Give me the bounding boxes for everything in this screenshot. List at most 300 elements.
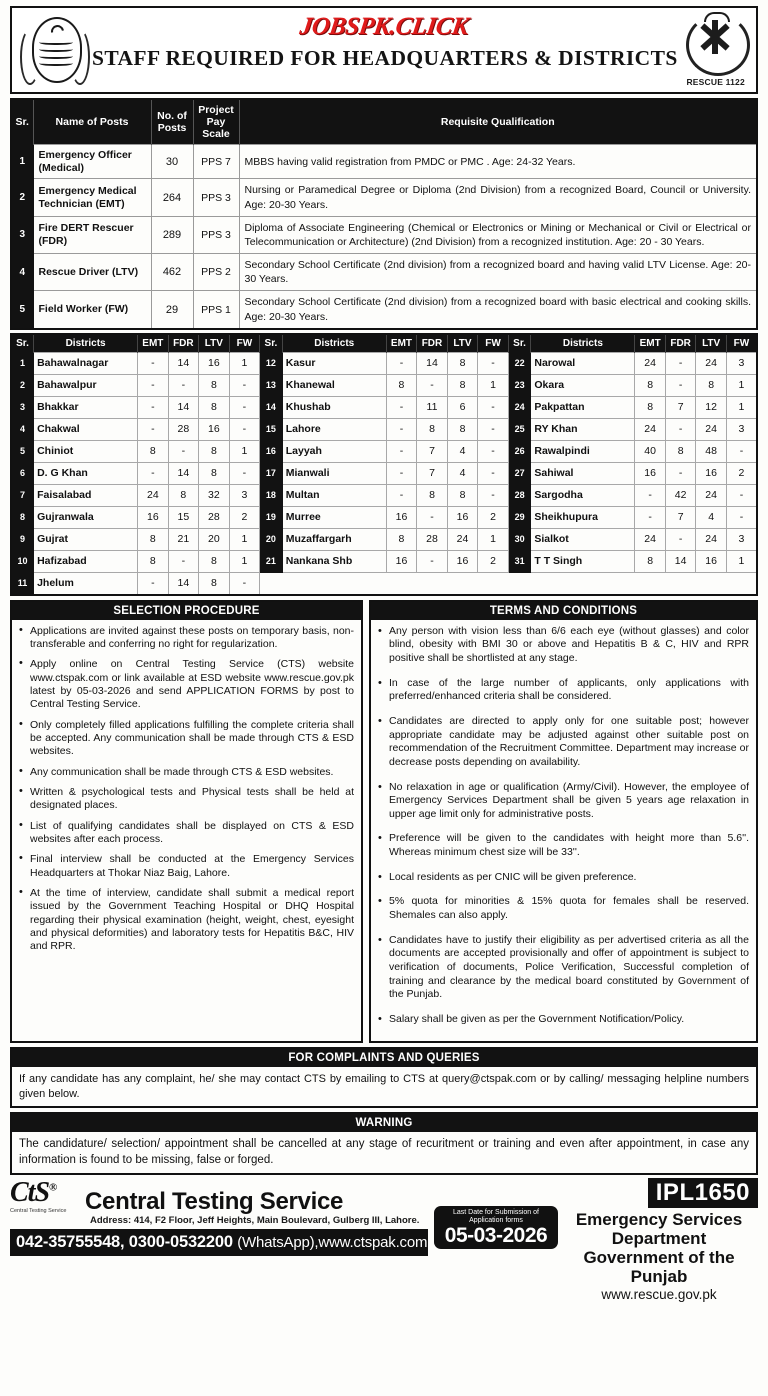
column-ltv: LTV	[696, 334, 727, 353]
row-fw: -	[726, 484, 757, 506]
row-fdr: 8	[417, 418, 448, 440]
row-sr: 5	[11, 291, 33, 329]
department-name	[560, 1210, 758, 1302]
row-fdr: -	[665, 528, 696, 550]
row-sr: 27	[508, 462, 531, 484]
row-emt: 16	[635, 462, 666, 484]
row-emt: 8	[386, 374, 417, 396]
column-name-of-posts: Name of Posts	[33, 99, 151, 145]
row-no-of-posts: 462	[151, 254, 193, 291]
row-sr: 16	[260, 440, 283, 462]
column-emt: EMT	[635, 334, 666, 353]
row-ltv: 8	[199, 440, 230, 462]
row-fdr: -	[417, 506, 448, 528]
row-emt: 16	[386, 550, 417, 572]
empty-cell	[282, 572, 386, 595]
row-ltv: 24	[696, 352, 727, 374]
page-footer	[10, 1177, 758, 1303]
row-fdr: 11	[417, 396, 448, 418]
row-district: D. G Khan	[34, 462, 138, 484]
row-fdr: 14	[168, 396, 199, 418]
row-post-name: Emergency Medical Technician (EMT)	[33, 179, 151, 216]
column-fdr: FDR	[665, 334, 696, 353]
row-district: Murree	[282, 506, 386, 528]
warning-panel	[10, 1112, 758, 1175]
row-ltv: 4	[696, 506, 727, 528]
row-emt: 8	[635, 396, 666, 418]
row-fw: -	[478, 352, 509, 374]
row-fdr: 7	[665, 396, 696, 418]
selection-procedure-list	[19, 625, 354, 954]
row-ltv: 24	[696, 528, 727, 550]
row-qualification: MBBS having valid registration from PMDC or PMC . Age: 24-32 Years.	[239, 145, 757, 179]
row-district: Nankana Shb	[282, 550, 386, 572]
row-fdr: 8	[168, 484, 199, 506]
row-qualification: Secondary School Certificate (2nd division) from a recognized board with basic electrical and cooking skills. Age: 20-30 Years.	[239, 291, 757, 329]
table-row	[11, 179, 757, 216]
row-district: Chakwal	[34, 418, 138, 440]
selection-procedure-item: • Apply online on Central Testing Service (CTS) website www.ctspak.com or link available at ESD website www.rescue.gov.pk latest by 05-03-2026 and send APPLICATION FORMS by post to Central Testing Service.	[19, 658, 354, 711]
row-ltv: 8	[696, 374, 727, 396]
row-no-of-posts: 29	[151, 291, 193, 329]
row-fw: -	[478, 418, 509, 440]
ipl-code: IPL1650	[648, 1178, 758, 1208]
terms-conditions-list	[378, 625, 749, 1027]
row-ltv: 16	[696, 462, 727, 484]
row-sr: 23	[508, 374, 531, 396]
row-emt: -	[386, 484, 417, 506]
row-district: Khanewal	[282, 374, 386, 396]
row-emt: -	[386, 462, 417, 484]
row-emt: -	[386, 352, 417, 374]
districts-header-row	[11, 334, 757, 353]
row-fw: 3	[726, 352, 757, 374]
selection-procedure-item: • Written & psychological tests and Physical tests shall be held at designated places.	[19, 786, 354, 813]
table-row	[11, 145, 757, 179]
page-title: STAFF REQUIRED FOR HEADQUARTERS & DISTRICTS	[92, 45, 678, 70]
row-sr: 2	[11, 374, 34, 396]
row-sr: 8	[11, 506, 34, 528]
column-fw: FW	[478, 334, 509, 353]
empty-cell	[726, 572, 757, 595]
row-emt: -	[386, 418, 417, 440]
row-district: Okara	[531, 374, 635, 396]
row-ltv: 48	[696, 440, 727, 462]
row-post-name: Field Worker (FW)	[33, 291, 151, 329]
empty-cell	[386, 572, 417, 595]
cts-address: Address: 414, F2 Floor, Jeff Heights, Main Boulevard, Gulberg III, Lahore.	[90, 1214, 420, 1226]
row-emt: -	[138, 572, 169, 595]
row-qualification: Diploma of Associate Engineering (Chemical or Electronics or Mining or Mechanical or Civil or Electrical or Telecommunication or Architecture) (2nd Division) from a recognized institution. Age: 20 - 30 Years.	[239, 216, 757, 253]
column-emt: EMT	[138, 334, 169, 353]
deadline-badge	[434, 1206, 558, 1249]
row-emt: 8	[386, 528, 417, 550]
row-district: Khushab	[282, 396, 386, 418]
row-sr: 11	[11, 572, 34, 595]
row-fdr: -	[417, 550, 448, 572]
row-sr: 2	[11, 179, 33, 216]
page-header	[10, 6, 758, 94]
table-row	[11, 462, 757, 484]
selection-procedure-item: • Applications are invited against these posts on temporary basis, non-transferable and conferring no right for regularization.	[19, 625, 354, 652]
complaints-panel	[10, 1047, 758, 1108]
row-fdr: 15	[168, 506, 199, 528]
table-row	[11, 528, 757, 550]
column-fw: FW	[229, 334, 260, 353]
table-row	[11, 254, 757, 291]
cts-phones-suffix: (WhatsApp),www.ctspak.com	[237, 1233, 428, 1251]
department-line-2: Government of the Punjab	[583, 1248, 735, 1287]
row-sr: 1	[11, 352, 34, 374]
row-sr: 22	[508, 352, 531, 374]
row-pay-scale: PPS 3	[193, 216, 239, 253]
row-fw: 1	[726, 374, 757, 396]
row-ltv: 8	[199, 550, 230, 572]
row-ltv: 8	[199, 374, 230, 396]
row-sr: 18	[260, 484, 283, 506]
row-emt: -	[138, 374, 169, 396]
row-fdr: 28	[168, 418, 199, 440]
row-district: Sahiwal	[531, 462, 635, 484]
posts-table-header-row	[11, 99, 757, 145]
empty-cell	[417, 572, 448, 595]
row-sr: 10	[11, 550, 34, 572]
column-fdr: FDR	[417, 334, 448, 353]
row-district: Mianwali	[282, 462, 386, 484]
row-qualification: Nursing or Paramedical Degree or Diploma (2nd Division) from a recognized Board, Council or University. Age: 20-30 Years.	[239, 179, 757, 216]
row-no-of-posts: 289	[151, 216, 193, 253]
row-fw: -	[229, 374, 260, 396]
row-sr: 21	[260, 550, 283, 572]
row-fw: 1	[478, 528, 509, 550]
row-district: Pakpattan	[531, 396, 635, 418]
row-emt: 24	[635, 418, 666, 440]
column-qualification: Requisite Qualification	[239, 99, 757, 145]
row-sr: 4	[11, 254, 33, 291]
row-fw: -	[726, 440, 757, 462]
column-pay-scale: Project Pay Scale	[193, 99, 239, 145]
row-fw: 2	[478, 506, 509, 528]
row-sr: 1	[11, 145, 33, 179]
row-fdr: 14	[168, 352, 199, 374]
column-sr: Sr.	[11, 99, 33, 145]
row-fw: -	[478, 440, 509, 462]
row-ltv: 28	[199, 506, 230, 528]
row-ltv: 6	[447, 396, 478, 418]
row-emt: 8	[635, 550, 666, 572]
cts-logo-subtitle: Central Testing Service	[10, 1207, 67, 1214]
row-fdr: 21	[168, 528, 199, 550]
row-pay-scale: PPS 7	[193, 145, 239, 179]
row-fdr: 8	[417, 484, 448, 506]
row-sr: 12	[260, 352, 283, 374]
selection-procedure-item: • Final interview shall be conducted at the Emergency Services Headquarters at Thokar Niaz Baig, Lahore.	[19, 853, 354, 880]
terms-conditions-item: • No relaxation in age or qualification (Army/Civil). However, the employee of Emergency Services Department shall be given 5 years age relaxation in upper age limit only for administrative posts.	[378, 781, 749, 822]
row-fw: 1	[229, 352, 260, 374]
selection-procedure-item: • Any communication shall be made through CTS & ESD websites.	[19, 766, 354, 779]
row-ltv: 8	[199, 396, 230, 418]
districts-distribution-table	[10, 333, 758, 596]
column-districts: Districts	[282, 334, 386, 353]
row-fw: 1	[229, 550, 260, 572]
row-fw: 2	[478, 550, 509, 572]
table-row	[11, 550, 757, 572]
terms-conditions-item: • In case of the large number of applicants, only applications with preferred/enhanced criteria shall be considered.	[378, 677, 749, 704]
row-fw: -	[726, 506, 757, 528]
table-row	[11, 396, 757, 418]
row-fw: 3	[726, 418, 757, 440]
row-fw: 3	[726, 528, 757, 550]
row-sr: 14	[260, 396, 283, 418]
row-emt: -	[635, 506, 666, 528]
empty-cell	[635, 572, 666, 595]
row-emt: 8	[138, 528, 169, 550]
row-fdr: 14	[417, 352, 448, 374]
column-ltv: LTV	[199, 334, 230, 353]
row-sr: 17	[260, 462, 283, 484]
row-sr: 3	[11, 216, 33, 253]
row-fdr: 7	[665, 506, 696, 528]
column-districts: Districts	[531, 334, 635, 353]
row-sr: 29	[508, 506, 531, 528]
table-row	[11, 352, 757, 374]
row-fdr: -	[665, 418, 696, 440]
table-row	[11, 440, 757, 462]
department-website: www.rescue.gov.pk	[601, 1287, 717, 1303]
row-fw: 1	[478, 374, 509, 396]
row-emt: -	[138, 462, 169, 484]
row-fdr: 14	[665, 550, 696, 572]
row-fdr: 8	[665, 440, 696, 462]
row-district: RY Khan	[531, 418, 635, 440]
row-ltv: 16	[199, 352, 230, 374]
row-sr: 26	[508, 440, 531, 462]
row-fdr: -	[168, 440, 199, 462]
row-ltv: 24	[447, 528, 478, 550]
column-sr: Sr.	[11, 334, 34, 353]
row-district: Hafizabad	[34, 550, 138, 572]
row-ltv: 12	[696, 396, 727, 418]
row-ltv: 8	[447, 418, 478, 440]
row-sr: 15	[260, 418, 283, 440]
complaints-text: If any candidate has any complaint, he/ she may contact CTS by emailing to CTS at query@ctspak.com or by calling/ messaging helpline numbers given below.	[19, 1073, 749, 1100]
row-emt: 8	[138, 440, 169, 462]
warning-heading: WARNING	[12, 1114, 756, 1132]
table-row	[11, 484, 757, 506]
row-emt: 24	[635, 352, 666, 374]
row-sr: 13	[260, 374, 283, 396]
row-emt: -	[138, 352, 169, 374]
row-fdr: -	[168, 374, 199, 396]
row-ltv: 8	[447, 484, 478, 506]
row-sr: 20	[260, 528, 283, 550]
row-emt: -	[138, 418, 169, 440]
row-fdr: 28	[417, 528, 448, 550]
row-no-of-posts: 30	[151, 145, 193, 179]
row-ltv: 16	[199, 418, 230, 440]
row-ltv: 4	[447, 462, 478, 484]
row-district: Sheikhupura	[531, 506, 635, 528]
empty-cell	[531, 572, 635, 595]
row-sr: 4	[11, 418, 34, 440]
row-fw: -	[478, 484, 509, 506]
table-row	[11, 216, 757, 253]
row-emt: 8	[138, 550, 169, 572]
row-fdr: 7	[417, 462, 448, 484]
row-fw: 2	[726, 462, 757, 484]
row-ltv: 32	[199, 484, 230, 506]
row-qualification: Secondary School Certificate (2nd division) from a recognized board and having valid LTV License. Age: 20-30 Years.	[239, 254, 757, 291]
terms-conditions-item: • Local residents as per CNIC will be given preference.	[378, 871, 749, 885]
row-district: T T Singh	[531, 550, 635, 572]
rescue-label: RESCUE 1122	[686, 77, 745, 87]
terms-conditions-item: • Salary shall be given as per the Government Notification/Policy.	[378, 1013, 749, 1027]
row-sr: 30	[508, 528, 531, 550]
row-sr: 28	[508, 484, 531, 506]
row-ltv: 16	[447, 550, 478, 572]
row-fdr: 42	[665, 484, 696, 506]
row-sr: 3	[11, 396, 34, 418]
terms-conditions-item: • Candidates are directed to apply only for one suitable post; however appropriate candidate may be adjusted against other suitable post on recommendation of the Recruitment Committee. Department may increase or decrease posts depending on availability.	[378, 715, 749, 770]
row-emt: -	[386, 396, 417, 418]
notes-columns	[10, 600, 758, 1044]
row-district: Multan	[282, 484, 386, 506]
row-fw: -	[229, 396, 260, 418]
empty-cell	[508, 572, 531, 595]
terms-conditions-item: • 5% quota for minorities & 15% quota for females shall be reserved. Shemales can also apply.	[378, 895, 749, 922]
row-fdr: -	[168, 550, 199, 572]
column-fw: FW	[726, 334, 757, 353]
table-row	[11, 374, 757, 396]
row-emt: -	[386, 440, 417, 462]
cts-logo: CtS®	[10, 1177, 57, 1209]
deadline-date: 05-03-2026	[444, 1224, 548, 1248]
row-sr: 7	[11, 484, 34, 506]
row-district: Faisalabad	[34, 484, 138, 506]
selection-procedure-heading: SELECTION PROCEDURE	[12, 602, 361, 620]
row-sr: 19	[260, 506, 283, 528]
row-fw: -	[229, 572, 260, 595]
row-ltv: 24	[696, 418, 727, 440]
row-district: Lahore	[282, 418, 386, 440]
row-fw: 3	[229, 484, 260, 506]
column-emt: EMT	[386, 334, 417, 353]
row-district: Narowal	[531, 352, 635, 374]
column-sr: Sr.	[508, 334, 531, 353]
row-fw: 1	[229, 528, 260, 550]
terms-conditions-item: • Candidates have to justify their eligibility as per advertised criteria as all the documents are accepted provisionally and offer of appointment is subject to verification of documents, Police Verification, Successful completion of training and clearance by the medical board constituted by Government of the Punjab.	[378, 934, 749, 1002]
row-ltv: 4	[447, 440, 478, 462]
table-row	[11, 418, 757, 440]
row-district: Sargodha	[531, 484, 635, 506]
row-fw: 1	[229, 440, 260, 462]
empty-cell	[478, 572, 509, 595]
terms-conditions-panel	[369, 600, 758, 1044]
row-ltv: 16	[696, 550, 727, 572]
selection-procedure-item: • At the time of interview, candidate shall submit a medical report issued by the Government Teaching Hospital or DHQ Hospital regarding their physical examination (height, weight, chest, eyesight and physical deformities) and laboratory tests for Hepatitis B&C, HIV and RPR.	[19, 887, 354, 954]
row-fw: -	[229, 462, 260, 484]
row-ltv: 8	[447, 352, 478, 374]
row-fw: -	[229, 418, 260, 440]
row-post-name: Rescue Driver (LTV)	[33, 254, 151, 291]
column-districts: Districts	[34, 334, 138, 353]
table-row	[11, 291, 757, 329]
table-row	[11, 572, 757, 595]
complaints-heading: FOR COMPLAINTS AND QUERIES	[12, 1049, 756, 1067]
terms-conditions-heading: TERMS AND CONDITIONS	[371, 602, 756, 620]
row-fdr: -	[417, 374, 448, 396]
row-emt: -	[138, 396, 169, 418]
empty-cell	[447, 572, 478, 595]
row-ltv: 20	[199, 528, 230, 550]
row-district: Chiniot	[34, 440, 138, 462]
row-fdr: 14	[168, 462, 199, 484]
row-pay-scale: PPS 1	[193, 291, 239, 329]
cts-phones: 042-35755548, 0300-0532200	[16, 1232, 233, 1251]
terms-conditions-item: • Preference will be given to the candidates with height more than 5.6''. Whereas minimum chest size will be 33''.	[378, 832, 749, 859]
row-fw: -	[478, 462, 509, 484]
department-line-1: Emergency Services Department	[575, 1210, 743, 1249]
row-sr: 9	[11, 528, 34, 550]
row-ltv: 8	[199, 572, 230, 595]
cts-phone-bar	[10, 1229, 428, 1256]
selection-procedure-item: • List of qualifying candidates shall be displayed on CTS & ESD websites after each process.	[19, 820, 354, 847]
column-ltv: LTV	[447, 334, 478, 353]
row-fw: 2	[229, 506, 260, 528]
row-pay-scale: PPS 3	[193, 179, 239, 216]
row-fdr: 14	[168, 572, 199, 595]
row-ltv: 16	[447, 506, 478, 528]
row-no-of-posts: 264	[151, 179, 193, 216]
row-district: Bhakkar	[34, 396, 138, 418]
row-post-name: Fire DERT Rescuer (FDR)	[33, 216, 151, 253]
row-district: Rawalpindi	[531, 440, 635, 462]
row-emt: 24	[635, 528, 666, 550]
row-district: Gujrat	[34, 528, 138, 550]
row-district: Bahawalpur	[34, 374, 138, 396]
warning-text: The candidature/ selection/ appointment shall be cancelled at any stage of recuritment or training and even after appointment, in case any information is found to be missing, false or forged.	[19, 1138, 749, 1166]
selection-procedure-panel	[10, 600, 363, 1044]
row-fdr: -	[665, 462, 696, 484]
row-emt: 16	[138, 506, 169, 528]
row-sr: 6	[11, 462, 34, 484]
deadline-label: Last Date for Submission of Application forms	[453, 1209, 539, 1225]
row-ltv: 24	[696, 484, 727, 506]
column-fdr: FDR	[168, 334, 199, 353]
row-sr: 31	[508, 550, 531, 572]
empty-cell	[696, 572, 727, 595]
row-emt: 16	[386, 506, 417, 528]
row-district: Gujranwala	[34, 506, 138, 528]
row-sr: 24	[508, 396, 531, 418]
row-emt: -	[635, 484, 666, 506]
posts-table	[10, 98, 758, 330]
row-ltv: 8	[199, 462, 230, 484]
table-row	[11, 506, 757, 528]
row-fdr: -	[665, 374, 696, 396]
column-sr: Sr.	[260, 334, 283, 353]
row-fw: 1	[726, 396, 757, 418]
row-district: Layyah	[282, 440, 386, 462]
cts-name: Central Testing Service	[85, 1187, 344, 1215]
row-district: Jhelum	[34, 572, 138, 595]
row-fdr: -	[665, 352, 696, 374]
row-ltv: 8	[447, 374, 478, 396]
row-fdr: 7	[417, 440, 448, 462]
row-post-name: Emergency Officer (Medical)	[33, 145, 151, 179]
empty-cell	[260, 572, 283, 595]
site-watermark: JOBSPK.CLICK	[297, 13, 471, 40]
